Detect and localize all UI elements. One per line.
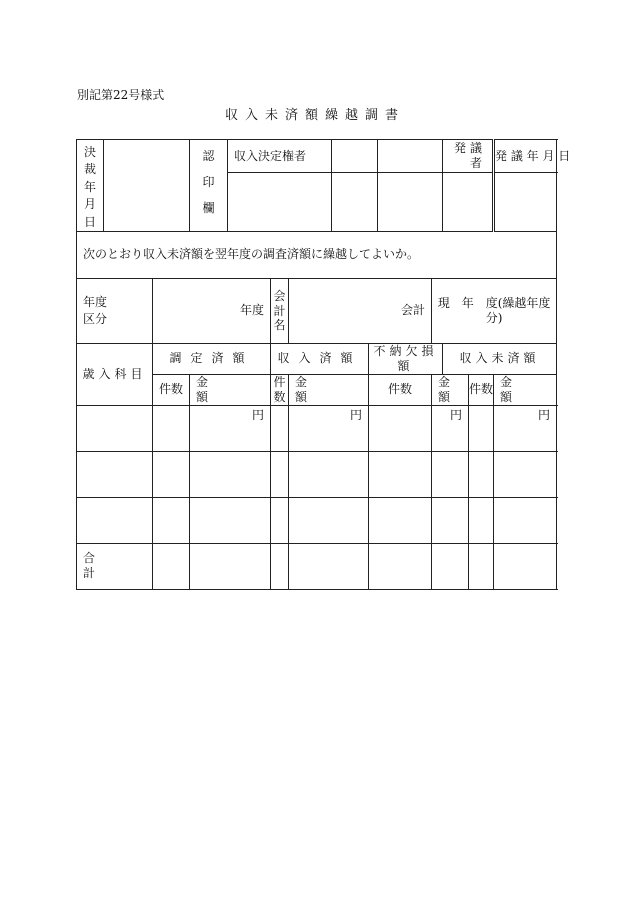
revenue-item-cell[interactable] (77, 405, 153, 451)
amount-cell[interactable] (289, 497, 369, 543)
proposer-seal-box[interactable] (443, 173, 494, 232)
total-amount-cell[interactable] (289, 543, 369, 589)
group-header-received: 収入済額 (271, 343, 369, 374)
seal-label: 認印欄 (202, 149, 215, 215)
group-header-deficit: 不納欠損額 (369, 343, 443, 374)
proposer-label: 発議者 (443, 140, 494, 173)
decision-date-label: 決裁年月日 (84, 145, 97, 229)
amount-header-4 (494, 374, 557, 405)
total-amount-cell[interactable] (432, 543, 469, 589)
amount-cell[interactable] (432, 497, 469, 543)
authority-seal-box[interactable] (228, 173, 332, 232)
current-year-label: 現 年 度(繰越年度分) (432, 278, 557, 343)
account-name-label-cell (271, 278, 289, 343)
group-header-assessed: 調定済額 (153, 343, 271, 374)
decision-date-label-cell (77, 140, 104, 232)
authority-header-blank-1 (332, 140, 378, 173)
count-cell[interactable] (153, 497, 190, 543)
seal-box-3[interactable] (378, 173, 443, 232)
count-cell[interactable] (469, 451, 494, 497)
amount-cell[interactable] (190, 405, 271, 451)
total-count-cell[interactable] (469, 543, 494, 589)
amount-label-1: 金額 (196, 374, 235, 404)
total-amount-cell[interactable] (190, 543, 271, 589)
count-header-2: 件数 (271, 374, 289, 405)
year-suffix[interactable]: 年度 (153, 278, 271, 343)
amount-header-3 (432, 374, 477, 405)
amount-cell[interactable] (190, 451, 271, 497)
year-class-label: 年度区分 (83, 294, 108, 326)
total-label-cell (77, 543, 153, 589)
account-name-label: 会計名 (273, 289, 286, 333)
total-amount-cell[interactable] (494, 543, 557, 589)
carryover-statement: 次のとおり収入未済額を翌年度の調査済額に繰越してよいか。 (77, 231, 557, 278)
amount-cell[interactable] (289, 405, 369, 451)
count-cell[interactable] (369, 405, 432, 451)
total-count-cell[interactable] (271, 543, 289, 589)
seal-label-cell (190, 140, 228, 232)
table-row (77, 451, 557, 497)
document-title: 収入未済額繰越調書 (224, 108, 405, 123)
amount-label-2: 金額 (295, 374, 334, 404)
seal-box-2[interactable] (332, 173, 378, 232)
count-cell[interactable] (369, 497, 432, 543)
yen-unit: 円 (350, 407, 363, 422)
count-cell[interactable] (153, 451, 190, 497)
amount-cell[interactable] (494, 451, 557, 497)
amount-cell[interactable] (432, 451, 469, 497)
count-header-3: 件数 (369, 374, 432, 405)
yen-unit: 円 (538, 407, 551, 422)
group-header-outstanding: 収入未済額 (443, 343, 557, 374)
count-header-1: 件数 (153, 374, 190, 405)
count-cell[interactable] (153, 405, 190, 451)
decision-date-field[interactable] (104, 140, 190, 232)
table-row (77, 405, 557, 451)
count-cell[interactable] (369, 451, 432, 497)
amount-header-1 (190, 374, 271, 405)
count-header-4: 件数 (469, 374, 494, 405)
revenue-item-cell[interactable] (77, 497, 153, 543)
count-cell[interactable] (271, 405, 289, 451)
amount-cell[interactable] (494, 497, 557, 543)
authority-label: 収入決定権者 (228, 140, 332, 173)
year-class-label-cell (77, 278, 153, 343)
count-cell[interactable] (469, 497, 494, 543)
total-count-cell[interactable] (369, 543, 432, 589)
amount-header-2 (289, 374, 369, 405)
carryover-form-table (76, 139, 571, 590)
proposal-date-label: 発 議 年 月 日 (494, 140, 557, 173)
total-label: 合計 (83, 551, 136, 581)
authority-header-blank-2 (378, 140, 443, 173)
revenue-item-cell[interactable] (77, 451, 153, 497)
total-row (77, 543, 557, 589)
amount-label-4: 金額 (500, 374, 539, 404)
account-suffix[interactable]: 会計 (289, 278, 432, 343)
amount-cell[interactable] (432, 405, 469, 451)
revenue-item-header: 歳入科目 (77, 343, 153, 405)
total-count-cell[interactable] (153, 543, 190, 589)
amount-cell[interactable] (494, 405, 557, 451)
table-row (77, 497, 557, 543)
amount-label-3: 金額 (438, 374, 477, 404)
count-cell[interactable] (271, 497, 289, 543)
form-number: 別記第22号様式 (77, 88, 165, 102)
amount-cell[interactable] (190, 497, 271, 543)
yen-unit: 円 (251, 407, 264, 422)
count-cell[interactable] (271, 451, 289, 497)
yen-unit: 円 (450, 407, 463, 422)
proposal-date-field[interactable] (494, 173, 557, 232)
count-cell[interactable] (469, 405, 494, 451)
amount-cell[interactable] (289, 451, 369, 497)
